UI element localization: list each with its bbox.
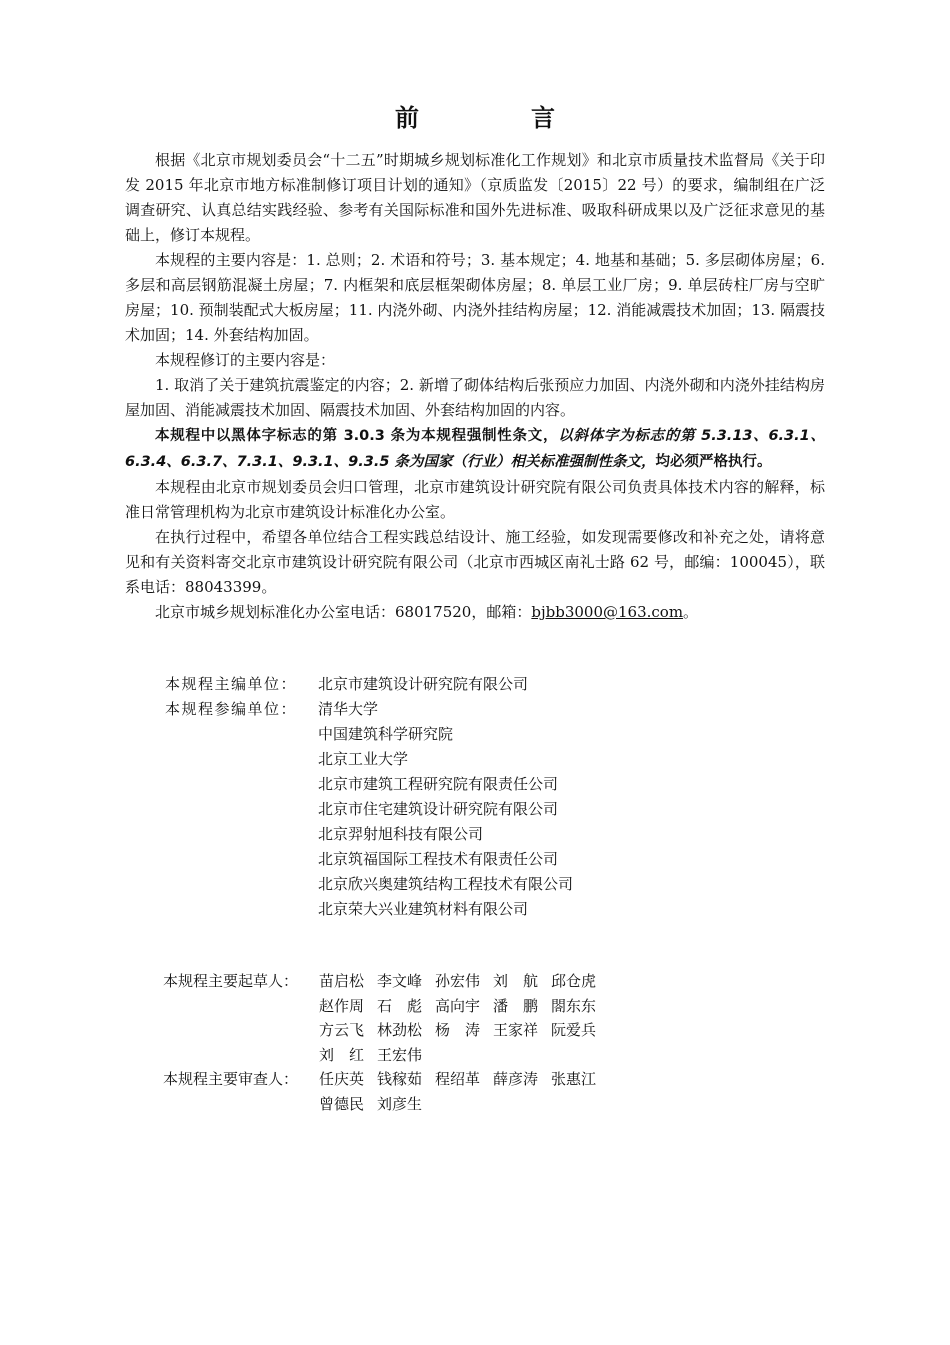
participant-org: 北京市住宅建筑设计研究院有限公司: [318, 800, 559, 818]
participant-org: 北京市建筑工程研究院有限责任公司: [318, 775, 559, 793]
paragraph-mandatory-clauses: [125, 423, 825, 475]
paragraph-background: 根据《北京市规划委员会“十二五”时期城乡规划标准化工作规划》和北京市质量技术监督局《关于印发 2015 年北京市地方标准制修订项目计划的通知》（京质监发〔2015〕22 号）的要求，编制组在广泛调查研究、认真总结实践经验、参考有关国际标准和国外先进标准、吸取科研成果以及广泛征求意见的基础上，修订本规程。: [125, 151, 825, 244]
email-link[interactable]: bjbb3000@163.com: [531, 603, 684, 621]
drafter-name: 王宏伟: [377, 1045, 423, 1064]
drafter-name: 苗启松: [319, 972, 365, 990]
participant-org: 中国建筑科学研究院: [318, 725, 454, 743]
reviewer-name: 钱稼茹: [377, 1070, 423, 1088]
paragraph-contact: [125, 600, 825, 625]
participant-org-row: [165, 697, 573, 922]
paragraph-revision-intro: 本规程修订的主要内容是：: [155, 351, 336, 369]
mandatory-italic-text: 以斜体字为标志的第 5.3.13、6.3.1、6.3.4、6.3.7、7.3.1、9.3.1、9.3.5 条为国家（行业）相关标准强制性条文，: [125, 428, 825, 470]
drafter-name: 赵作周: [319, 996, 365, 1015]
mandatory-bold-text: 本规程中以黑体字标志的第 3.0.3 条为本规程强制性条文，: [155, 428, 559, 444]
participant-org-label: 本规程参编单位：: [165, 700, 298, 718]
organizations-section: [165, 672, 573, 922]
reviewers-label: 本规程主要审查人：: [163, 1070, 299, 1088]
participant-org: 北京筑福国际工程技术有限责任公司: [318, 850, 559, 868]
preface-body: [125, 148, 825, 625]
drafter-name: 李文峰: [377, 972, 423, 990]
mandatory-end-text: 均必须严格执行。: [655, 454, 772, 470]
drafters-list: [319, 969, 609, 1067]
drafter-name: 阮爱兵: [551, 1021, 597, 1039]
drafter-name: 潘 鹏: [493, 996, 539, 1015]
reviewers-list: [319, 1067, 609, 1116]
reviewer-name: 张惠江: [551, 1070, 597, 1088]
paragraph-feedback: 在执行过程中，希望各单位结合工程实践总结设计、施工经验，如发现需要修改和补充之处，请将意见和有关资料寄交北京市建筑设计研究院有限公司（北京市西城区南礼士路 62 号，邮编：100045），联系电话：88043399。: [125, 528, 825, 596]
participant-org: 北京欣兴奥建筑结构工程技术有限公司: [318, 875, 574, 893]
reviewer-name: 程绍革: [435, 1070, 481, 1088]
drafter-name: 刘 红: [319, 1045, 365, 1064]
paragraph-contents: 本规程的主要内容是：1. 总则；2. 术语和符号；3. 基本规定；4. 地基和基础；5. 多层砌体房屋；6. 多层和高层钢筋混凝土房屋；7. 内框架和底层框架砌体房屋；8. 单层工业厂房；9. 单层砖柱厂房与空旷房屋；10. 预制装配式大板房屋；11. 内浇外砌、内浇外挂结构房屋；12. 消能减震技术加固；13. 隔震技术加固；14. 外套结构加固。: [125, 251, 825, 344]
reviewer-name: 曾德民: [319, 1094, 365, 1113]
drafter-name: 邱仓虎: [551, 972, 597, 990]
chief-org-row: [165, 672, 573, 697]
page-title: 前 言: [395, 104, 599, 132]
reviewer-name: 任庆英: [319, 1070, 365, 1088]
drafter-name: 刘 航: [493, 972, 539, 990]
participant-org: 北京荣大兴业建筑材料有限公司: [318, 900, 529, 918]
contact-end: 。: [683, 603, 699, 621]
drafter-name: 閤东东: [551, 996, 597, 1015]
people-section: [163, 969, 609, 1116]
paragraph-management: 本规程由北京市规划委员会归口管理，北京市建筑设计研究院有限公司负责具体技术内容的解释，标准日常管理机构为北京市建筑设计标准化办公室。: [125, 478, 825, 521]
participant-org-list: [318, 697, 573, 922]
participant-org: 清华大学: [318, 700, 379, 718]
participant-org: 北京工业大学: [318, 750, 409, 768]
drafter-name: 杨 涛: [435, 1021, 481, 1039]
chief-org-label: 本规程主编单位：: [165, 675, 298, 693]
participant-org: 北京羿射旭科技有限公司: [318, 825, 484, 843]
chief-org-name: 北京市建筑设计研究院有限公司: [318, 675, 529, 693]
drafter-name: 高向宇: [435, 996, 481, 1015]
drafter-name: 王家祥: [493, 1021, 539, 1039]
drafters-label: 本规程主要起草人：: [163, 972, 299, 990]
reviewer-name: 薛彦涛: [493, 1070, 539, 1088]
drafters-row: [163, 969, 609, 1067]
drafter-name: 孙宏伟: [435, 972, 481, 990]
drafter-name: 方云飞: [319, 1021, 365, 1039]
contact-text: 北京市城乡规划标准化办公室电话：68017520，邮箱：: [155, 603, 532, 621]
drafter-name: 石 彪: [377, 996, 423, 1015]
paragraph-revision-items: 1. 取消了关于建筑抗震鉴定的内容；2. 新增了砌体结构后张预应力加固、内浇外砌和内浇外挂结构房屋加固、消能减震技术加固、隔震技术加固、外套结构加固的内容。: [125, 376, 825, 419]
drafter-name: 林劲松: [377, 1021, 423, 1039]
reviewer-name: 刘彦生: [377, 1094, 423, 1113]
reviewers-row: [163, 1067, 609, 1116]
